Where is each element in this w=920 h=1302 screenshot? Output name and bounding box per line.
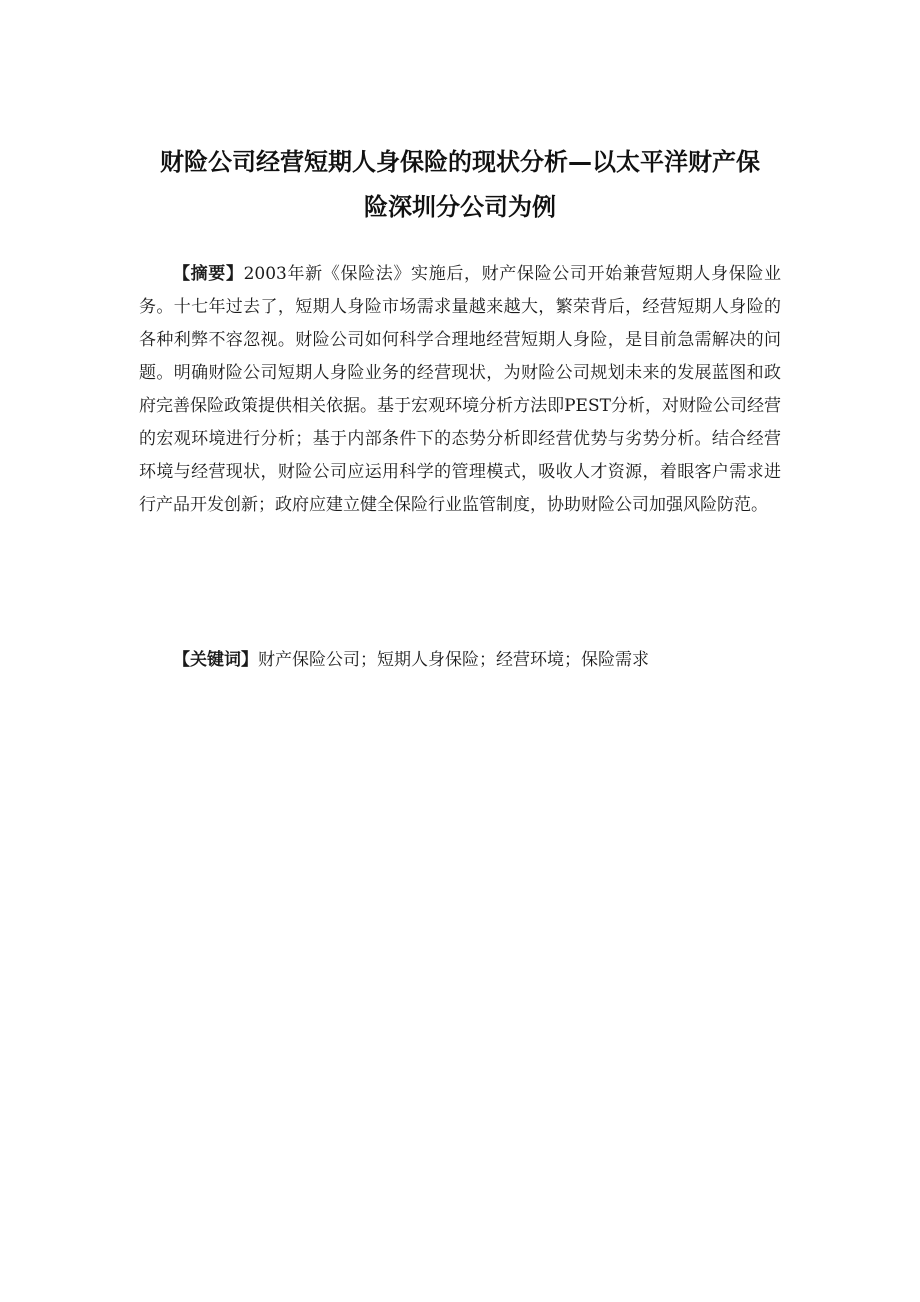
abstract-paragraph [139, 258, 781, 522]
abstract-text: 2003年新《保险法》实施后，财产保险公司开始兼营短期人身保险业务。十七年过去了，短期人身险市场需求量越来越大，繁荣背后，经营短期人身险的各种利弊不容忽视。财险公司如何科学合理地经营短期人身险，是目前急需解决的问题。明确财险公司短期人身险业务的经营现状，为财险公司规划未来的发展蓝图和政府完善保险政策提供相关依据。基于宏观环境分析方法即PEST分析，对财险公司经营的宏观环境进行分析；基于内部条件下的态势分析即经营优势与劣势分析。结合经营环境与经营现状，财险公司应运用科学的管理模式，吸收人才资源，着眼客户需求进行产品开发创新；政府应建立健全保险行业监管制度，协助财险公司加强风险防范。 [139, 264, 781, 515]
keywords-paragraph [139, 644, 781, 677]
keywords-label: 【关键词】 [173, 650, 258, 670]
abstract-label: 【摘要】 [173, 264, 244, 284]
document-title [140, 140, 780, 230]
title-line-2: 险深圳分公司为例 [364, 193, 556, 221]
keywords-text: 财产保险公司；短期人身保险；经营环境；保险需求 [258, 650, 649, 670]
title-line-1: 财险公司经营短期人身保险的现状分析—以太平洋财产保 [160, 148, 760, 176]
